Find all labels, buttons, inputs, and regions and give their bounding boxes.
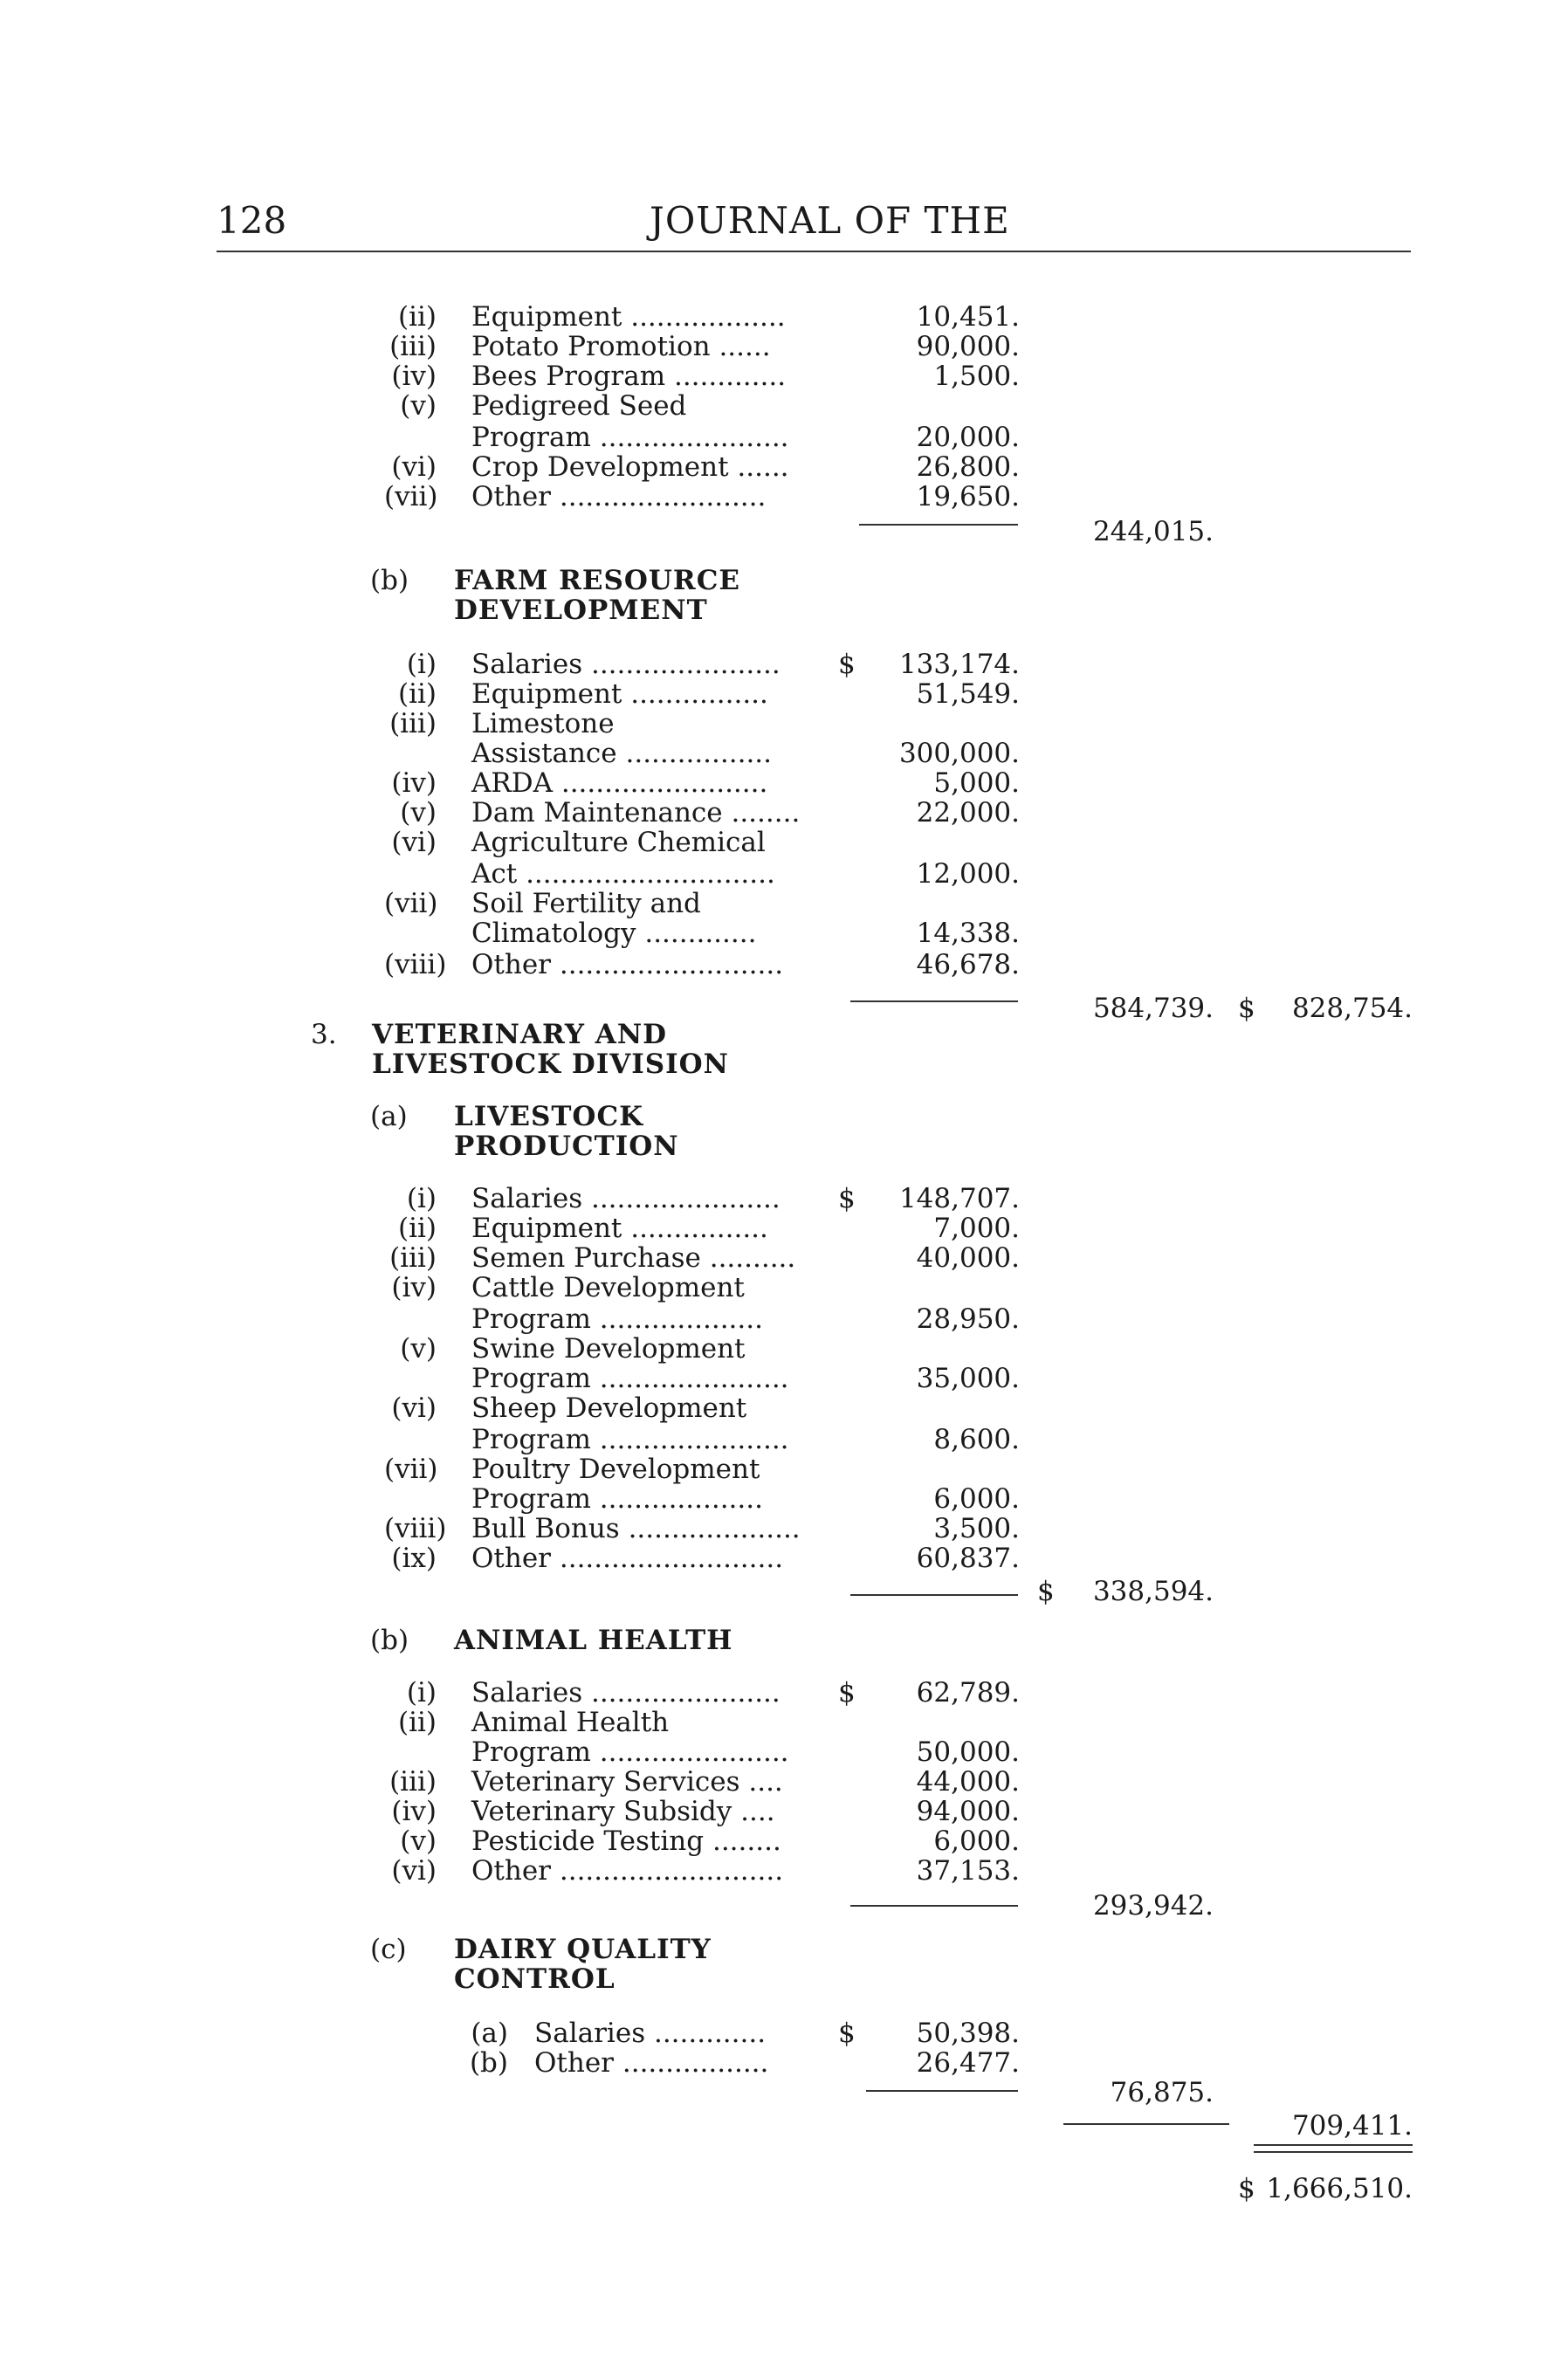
section-heading: PRODUCTION <box>454 1131 679 1162</box>
item-label: Other .......................... <box>471 949 784 980</box>
header-rule <box>217 251 1411 252</box>
item-label: Bull Bonus .................... <box>471 1513 801 1544</box>
section-letter: (b) <box>370 1625 409 1656</box>
dollar-sign: $ <box>838 1183 856 1214</box>
item-label: Bees Program ............. <box>471 361 787 392</box>
item-value: 37,153. <box>916 1855 1020 1887</box>
item-number: (v) <box>400 1333 437 1365</box>
page-title: JOURNAL OF THE <box>650 199 1010 242</box>
item-value: 35,000. <box>916 1363 1020 1394</box>
item-label: Program ................... <box>471 1303 763 1335</box>
item-value: 10,451. <box>916 301 1020 333</box>
item-value: 60,837. <box>916 1543 1020 1574</box>
item-value: 40,000. <box>916 1242 1020 1274</box>
item-label: Assistance ................. <box>471 738 773 769</box>
item-label: Program ................... <box>471 1483 763 1515</box>
item-number: (v) <box>400 390 437 422</box>
item-value: 5,000. <box>933 767 1020 799</box>
item-label: Soil Fertility and <box>471 888 701 919</box>
subtotal-rule <box>850 1594 1018 1596</box>
item-value: 20,000. <box>916 422 1020 453</box>
dollar-sign: $ <box>1037 1576 1055 1607</box>
item-number: (v) <box>400 1825 437 1857</box>
item-number: (iii) <box>389 708 437 739</box>
section-heading: CONTROL <box>454 1963 616 1995</box>
division-heading: VETERINARY AND <box>372 1019 668 1050</box>
item-label: Program ...................... <box>471 422 789 453</box>
dollar-sign: $ <box>838 1677 856 1709</box>
item-label: Veterinary Subsidy .... <box>471 1796 775 1827</box>
item-label: Pesticide Testing ........ <box>471 1825 781 1857</box>
subtotal-value: 244,015. <box>1092 516 1214 547</box>
dollar-sign: $ <box>838 649 856 680</box>
section-letter: (c) <box>370 1934 407 1965</box>
dollar-sign: $ <box>1238 2173 1255 2204</box>
section-heading: FARM RESOURCE <box>454 565 740 596</box>
item-value: 3,500. <box>933 1513 1020 1544</box>
section-heading: DAIRY QUALITY <box>454 1934 712 1965</box>
item-value: 7,000. <box>933 1213 1020 1244</box>
item-value: 50,000. <box>916 1736 1020 1768</box>
section-heading: LIVESTOCK <box>454 1101 644 1132</box>
item-label: Salaries ...................... <box>471 1183 781 1214</box>
item-number: (v) <box>400 797 437 828</box>
item-value: 6,000. <box>933 1825 1020 1857</box>
division-number: 3. <box>311 1019 337 1050</box>
item-number: (vii) <box>384 888 438 919</box>
item-value: 12,000. <box>916 858 1020 890</box>
section-letter: (b) <box>370 565 409 596</box>
item-label: Poultry Development <box>471 1454 760 1485</box>
item-number: (b) <box>469 2047 508 2079</box>
item-value: 6,000. <box>933 1483 1020 1515</box>
section-letter: (a) <box>370 1101 408 1132</box>
item-value: 44,000. <box>916 1766 1020 1798</box>
item-number: (iii) <box>389 331 437 362</box>
item-label: Pedigreed Seed <box>471 390 687 422</box>
item-number: (a) <box>471 2018 508 2049</box>
item-value: 14,338. <box>916 918 1020 949</box>
item-number: (vii) <box>384 481 438 512</box>
item-label: Dam Maintenance ........ <box>471 797 801 828</box>
item-value: 1,500. <box>933 361 1020 392</box>
item-number: (iii) <box>389 1766 437 1798</box>
item-number: (iv) <box>391 1796 437 1827</box>
item-label: Program ...................... <box>471 1424 789 1455</box>
subtotal-rule <box>850 1000 1018 1002</box>
item-value: 90,000. <box>916 331 1020 362</box>
item-label: Limestone <box>471 708 615 739</box>
item-label: Program ...................... <box>471 1736 789 1768</box>
subtotal-value: 293,942. <box>1092 1890 1214 1922</box>
item-number: (i) <box>406 1677 437 1709</box>
item-number: (vi) <box>391 1392 437 1424</box>
item-value: 28,950. <box>916 1303 1020 1335</box>
item-number: (i) <box>406 1183 437 1214</box>
item-value: 22,000. <box>916 797 1020 828</box>
division-total-value: 709,411. <box>1291 2110 1413 2142</box>
item-number: (ii) <box>397 301 437 333</box>
item-value: 300,000. <box>898 738 1020 769</box>
subtotal-value: 76,875. <box>1110 2077 1214 2108</box>
grand-total-value: 1,666,510. <box>1266 2173 1413 2204</box>
item-label: Veterinary Services .... <box>471 1766 783 1798</box>
item-number: (vi) <box>391 1855 437 1887</box>
item-label: Crop Development ...... <box>471 451 789 483</box>
item-value: 26,477. <box>916 2047 1020 2079</box>
item-label: Animal Health <box>471 1707 670 1738</box>
item-value: 133,174. <box>898 649 1020 680</box>
dollar-sign: $ <box>1238 993 1255 1024</box>
item-number: (iii) <box>389 1242 437 1274</box>
item-value: 46,678. <box>916 949 1020 980</box>
item-value: 50,398. <box>916 2018 1020 2049</box>
section-heading: ANIMAL HEALTH <box>454 1625 733 1656</box>
division-rule <box>1063 2123 1229 2125</box>
item-label: Salaries ...................... <box>471 649 781 680</box>
item-value: 26,800. <box>916 451 1020 483</box>
item-label: Salaries ............. <box>534 2018 767 2049</box>
item-label: Semen Purchase .......... <box>471 1242 796 1274</box>
item-number: (ii) <box>397 1213 437 1244</box>
item-label: Act ............................. <box>471 858 775 890</box>
item-value: 51,549. <box>916 678 1020 710</box>
item-label: Equipment ................ <box>471 678 768 710</box>
item-value: 94,000. <box>916 1796 1020 1827</box>
item-value: 19,650. <box>916 481 1020 512</box>
page-number: 128 <box>217 199 287 242</box>
item-value: 62,789. <box>916 1677 1020 1709</box>
item-label: Other ................. <box>534 2047 769 2079</box>
item-number: (ii) <box>397 1707 437 1738</box>
item-label: Program ...................... <box>471 1363 789 1394</box>
division-heading: LIVESTOCK DIVISION <box>372 1048 730 1080</box>
item-number: (viii) <box>384 949 447 980</box>
item-number: (viii) <box>384 1513 447 1544</box>
item-label: Other .......................... <box>471 1855 784 1887</box>
item-label: Agriculture Chemical <box>471 827 766 858</box>
subtotal-rule <box>859 524 1018 526</box>
item-label: Other ........................ <box>471 481 767 512</box>
item-label: Sheep Development <box>471 1392 747 1424</box>
item-label: Climatology ............. <box>471 918 757 949</box>
item-number: (iv) <box>391 1272 437 1303</box>
double-rule <box>1254 2144 1413 2153</box>
item-label: Swine Development <box>471 1333 746 1365</box>
item-value: 148,707. <box>898 1183 1020 1214</box>
subtotal-rule <box>850 1905 1018 1907</box>
subtotal-value: 584,739. <box>1092 993 1214 1024</box>
item-label: Equipment ................ <box>471 1213 768 1244</box>
subtotal-value: 338,594. <box>1092 1576 1214 1607</box>
item-label: Other .......................... <box>471 1543 784 1574</box>
dollar-sign: $ <box>838 2018 856 2049</box>
section-total-value: 828,754. <box>1291 993 1413 1024</box>
item-number: (iv) <box>391 361 437 392</box>
item-number: (ix) <box>391 1543 437 1574</box>
item-number: (i) <box>406 649 437 680</box>
item-number: (ii) <box>397 678 437 710</box>
item-number: (iv) <box>391 767 437 799</box>
item-number: (vi) <box>391 827 437 858</box>
item-label: ARDA ........................ <box>471 767 768 799</box>
item-number: (vi) <box>391 451 437 483</box>
item-label: Salaries ...................... <box>471 1677 781 1709</box>
item-value: 8,600. <box>933 1424 1020 1455</box>
item-label: Cattle Development <box>471 1272 745 1303</box>
section-heading: DEVELOPMENT <box>454 595 708 626</box>
item-label: Potato Promotion ...... <box>471 331 771 362</box>
item-number: (vii) <box>384 1454 438 1485</box>
item-label: Equipment .................. <box>471 301 786 333</box>
subtotal-rule <box>866 2090 1018 2092</box>
